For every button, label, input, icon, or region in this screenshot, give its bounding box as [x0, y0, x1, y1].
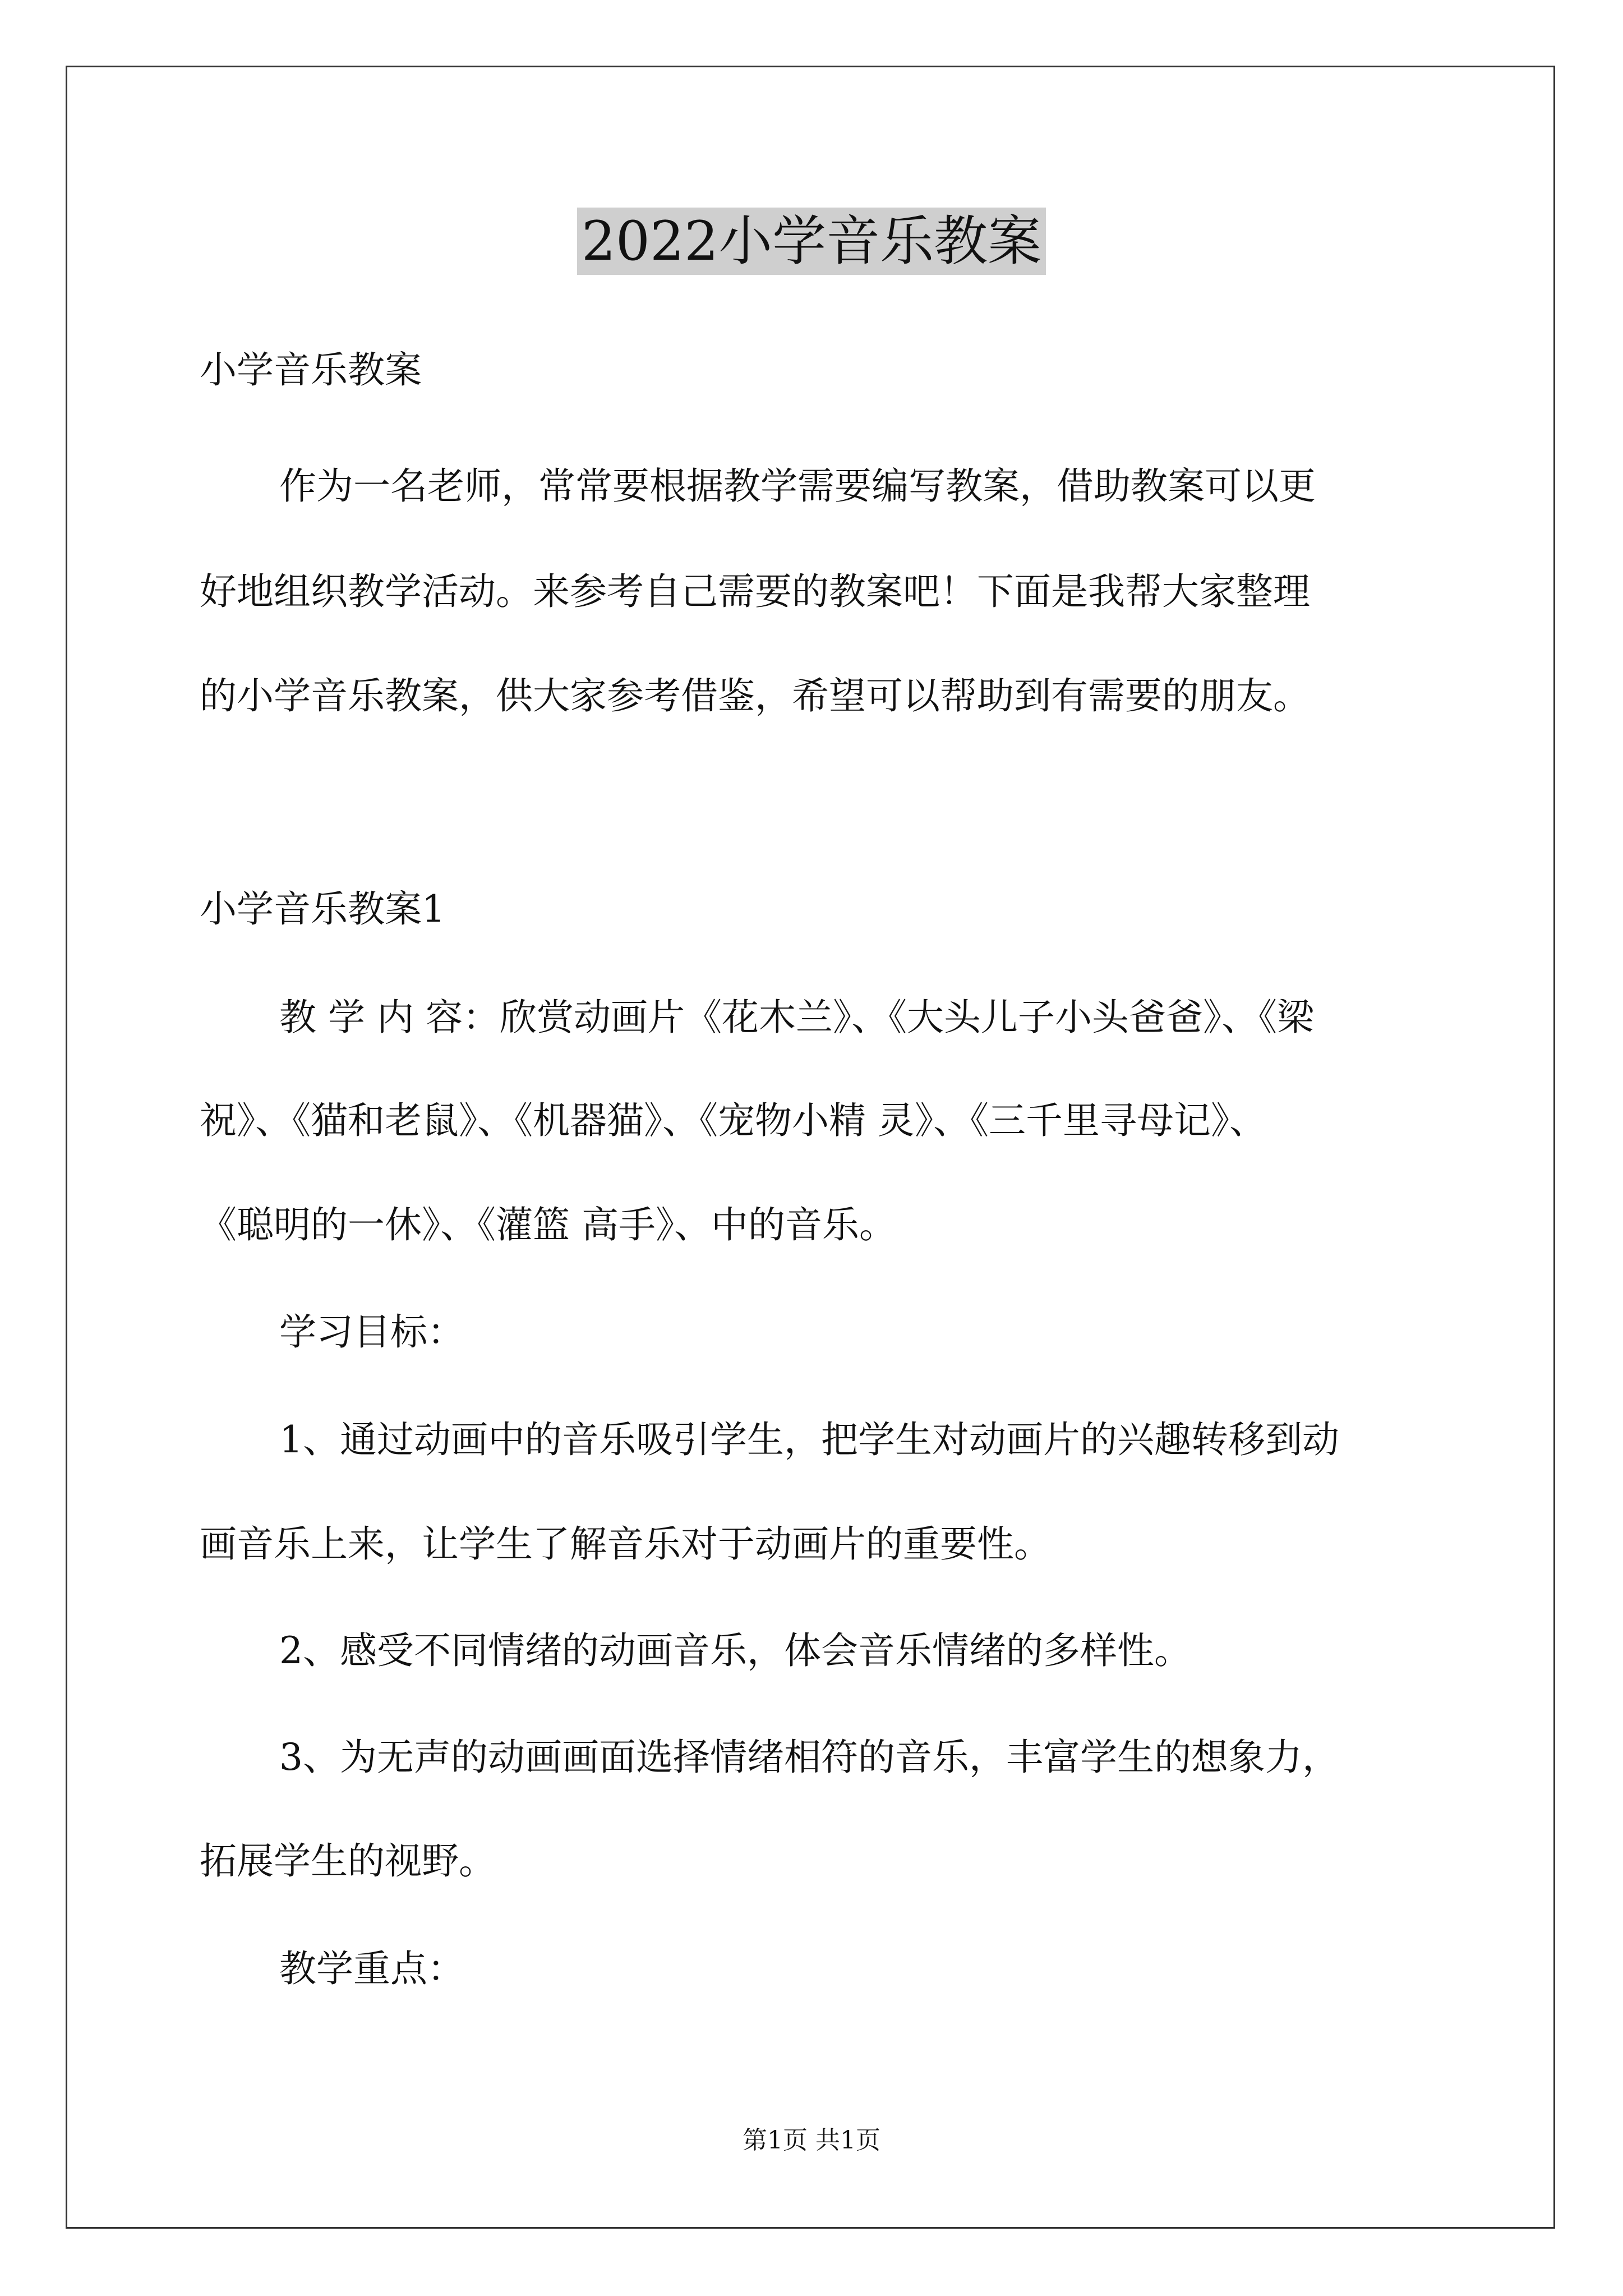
paragraph-line: 祝》、《猫和老鼠》、《机器猫》、《宠物小精 灵》、《三千里寻母记》、: [200, 1099, 1266, 1142]
paragraph-line: 的小学音乐教案，供大家参考借鉴，希望可以帮助到有需要的朋友。: [200, 674, 1310, 717]
paragraph-line: 1、通过动画中的音乐吸引学生，把学生对动画片的兴趣转移到动: [279, 1418, 1339, 1461]
paragraph-line: 画音乐上来，让学生了解音乐对于动画片的重要性。: [200, 1522, 1051, 1566]
section-heading: 小学音乐教案1: [200, 887, 445, 931]
document-title: [0, 205, 1623, 278]
paragraph-line: 好地组织教学活动。来参考自己需要的教案吧！下面是我帮大家整理: [200, 570, 1310, 613]
paragraph-line: 学习目标：: [279, 1310, 464, 1354]
page-footer: 第1页 共1页: [743, 2126, 880, 2155]
paragraph-line: 《聪明的一休》、《灌篮 高手》、中的音乐。: [200, 1203, 896, 1246]
paragraph-line: 作为一名老师，常常要根据教学需要编写教案，借助教案可以更: [279, 464, 1316, 508]
paragraph-line: 3、为无声的动画画面选择情绪相符的音乐，丰富学生的想象力，: [279, 1736, 1339, 1779]
paragraph-line: 教学重点：: [279, 1947, 464, 1990]
section-heading: 小学音乐教案: [200, 348, 422, 392]
document-title-text: 2022小学音乐教案: [577, 208, 1046, 275]
paragraph-line: 拓展学生的视野。: [200, 1839, 496, 1883]
paragraph-line: 教 学 内 容：欣赏动画片《花木兰》、《大头儿子小头爸爸》、《梁: [279, 996, 1314, 1039]
paragraph-line: 2、感受不同情绪的动画音乐，体会音乐情绪的多样性。: [279, 1629, 1191, 1672]
